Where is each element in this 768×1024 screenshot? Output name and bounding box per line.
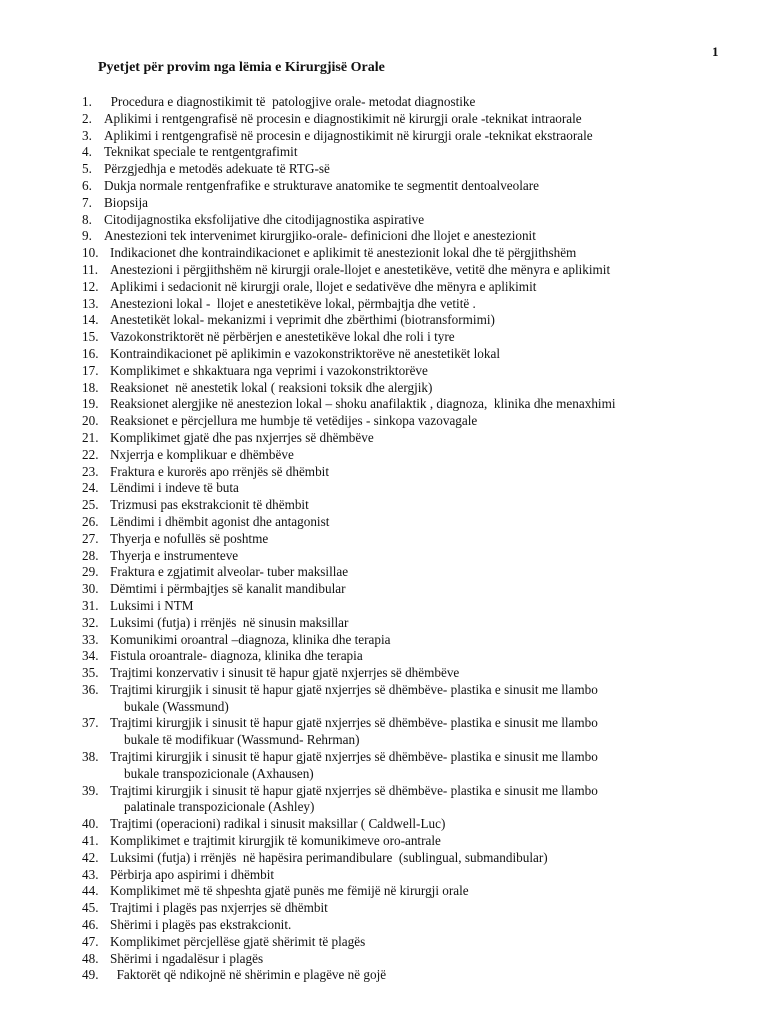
question-text: Komplikimet gjatë dhe pas nxjerrjes së dhëmbëve [110,429,374,445]
question-number: 42. [82,849,99,865]
question-number: 45. [82,900,99,916]
question-text: Thyerja e nofullës së poshtme [110,530,269,546]
question-item [82,598,722,615]
question-text: Komplikimet më të shpeshta gjatë punës me fëmijë në kirurgji orale [110,883,469,899]
question-item [82,917,722,934]
question-number: 25. [82,497,99,513]
question-text: Vazokonstriktorët në përbërjen e anestetikëve lokal dhe roli i tyre [110,329,455,345]
question-text: Kontraindikacionet pë aplikimin e vazokonstriktorëve në anestetikët lokal [110,345,501,361]
question-number: 2. [82,110,92,126]
question-item [82,396,722,413]
question-text: Dëmtimi i përmbajtjes së kanalit mandibular [110,581,346,597]
question-number: 28. [82,547,99,563]
question-item [82,262,722,279]
question-number: 21. [82,429,99,445]
question-item [82,531,722,548]
question-text: Komplikimet e shkaktuara nga veprimi i vazokonstriktorëve [110,362,428,378]
question-item [82,94,722,111]
question-item [82,329,722,346]
question-item [82,648,722,665]
question-text: Trajtimi i plagës pas nxjerrjes së dhëmbit [110,900,328,916]
question-number: 1. [82,94,92,109]
question-item [82,934,722,951]
question-text-continuation: bukale të modifikuar (Wassmund- Rehrman) [124,732,360,748]
question-text: Përbirja apo aspirimi i dhëmbit [110,866,275,882]
question-item [82,128,722,145]
question-number: 22. [82,446,99,462]
question-item [82,144,722,161]
question-item [82,447,722,464]
question-number: 35. [82,665,99,681]
question-number: 33. [82,631,99,647]
question-text-continuation: bukale transpozicionale (Axhausen) [124,765,314,781]
question-text: Lëndimi i dhëmbit agonist dhe antagonist [110,513,330,529]
question-text: Komplikimet e trajtimit kirurgjik të komunikimeve oro-antrale [110,833,441,849]
question-number: 43. [82,866,99,882]
question-text: Aplikimi i sedacionit në kirurgji orale, llojet e sedativëve dhe mënyra e aplikimit [110,278,537,294]
question-text: Dukja normale rentgenfrafike e strukturave anatomike te segmentit dentoalveolare [104,177,540,193]
question-number: 40. [82,816,99,832]
question-number: 20. [82,413,99,429]
question-text: Procedura e diagnostikimit të patologjive orale- metodat diagnostike [104,94,476,109]
question-number: 49. [82,967,99,983]
question-text-continuation: bukale (Wassmund) [124,698,229,714]
question-item [82,850,722,867]
question-item [82,312,722,329]
question-text: Trajtimi kirurgjik i sinusit të hapur gjatë nxjerrjes së dhëmbëve- plastika e sinusit me llambo [110,681,598,697]
question-text: Luksimi i NTM [110,597,194,613]
question-text: Anestezioni tek intervenimet kirurgjiko-orale- definicioni dhe llojet e anestezionit [104,228,536,244]
question-number: 36. [82,681,99,697]
question-item [82,279,722,296]
question-number: 16. [82,345,99,361]
question-item [82,615,722,632]
question-text: Trajtimi konzervativ i sinusit të hapur gjatë nxjerrjes së dhëmbëve [110,665,460,681]
question-item [82,632,722,649]
question-item [82,783,722,817]
question-number: 8. [82,211,92,227]
question-text: Anestezioni i përgjithshëm në kirurgji orale-llojet e anestetikëve, vetitë dhe mënyra e aplikimit [110,261,611,277]
question-text: Reaksionet në anestetik lokal ( reaksioni toksik dhe alergjik) [110,379,433,395]
question-item [82,749,722,783]
question-text: Luksimi (futja) i rrënjës në hapësira perimandibulare (sublingual, submandibular) [110,849,548,865]
question-text: Fraktura e zgjatimit alveolar- tuber maksillae [110,564,349,580]
question-list [82,94,722,984]
question-item [82,665,722,682]
question-number: 46. [82,917,99,933]
question-number: 4. [82,144,92,160]
question-item [82,867,722,884]
question-number: 32. [82,614,99,630]
question-number: 47. [82,933,99,949]
question-text: Fraktura e kurorës apo rrënjës së dhëmbit [110,463,329,479]
question-number: 29. [82,564,99,580]
page-number: 1 [712,44,719,59]
question-item [82,548,722,565]
question-item [82,497,722,514]
question-text: Aplikimi i rentgengrafisë në procesin e dijagnostikimit në kirurgji orale -teknikat ekstraorale [104,127,593,143]
question-text: Lëndimi i indeve të buta [110,480,239,496]
question-number: 31. [82,597,99,613]
question-text: Reaksionet e përcjellura me humbje të vetëdijes - sinkopa vazovagale [110,413,478,429]
question-text: Komunikimi oroantral –diagnoza, klinika dhe terapia [110,631,391,647]
question-text: Indikacionet dhe kontraindikacionet e aplikimit të anestezionit lokal dhe të përgjithshëm [110,245,577,261]
question-number: 23. [82,463,99,479]
question-item [82,430,722,447]
question-text: Citodijagnostika eksfolijative dhe citodijagnostika aspirative [104,211,425,227]
question-item [82,212,722,229]
question-item [82,715,722,749]
question-item [82,581,722,598]
question-item [82,161,722,178]
question-number: 6. [82,177,92,193]
question-item [82,480,722,497]
question-item [82,111,722,128]
question-number: 10. [82,245,99,261]
question-item [82,967,722,984]
question-text: Trizmusi pas ekstrakcionit të dhëmbit [110,497,309,513]
question-item [82,464,722,481]
question-text-continuation: palatinale transpozicionale (Ashley) [124,799,315,815]
question-text: Trajtimi kirurgjik i sinusit të hapur gjatë nxjerrjes së dhëmbëve- plastika e sinusit me llambo [110,782,598,798]
question-number: 18. [82,379,99,395]
document-title: Pyetjet për provim nga lëmia e Kirurgjisë Orale [98,60,385,75]
question-text: Përzgjedhja e metodës adekuate të RTG-së [104,161,330,177]
question-item [82,228,722,245]
question-number: 7. [82,194,92,210]
question-number: 14. [82,312,99,328]
question-number: 11. [82,261,98,277]
question-text: Biopsija [104,194,148,210]
question-item [82,245,722,262]
question-number: 37. [82,715,99,731]
question-text: Trajtimi kirurgjik i sinusit të hapur gjatë nxjerrjes së dhëmbëve- plastika e sinusit me llambo [110,715,598,731]
question-number: 3. [82,127,92,143]
question-number: 24. [82,480,99,496]
question-item [82,514,722,531]
question-text: Reaksionet alergjike në anestezion lokal – shoku anafilaktik , diagnoza, klinika dhe menaxhimi [110,396,616,412]
question-number: 48. [82,950,99,966]
question-text: Teknikat speciale te rentgentgrafimit [104,144,298,160]
question-number: 38. [82,749,99,765]
question-text: Anestezioni lokal - llojet e anestetikëve lokal, përmbajtja dhe vetitë . [110,295,476,311]
question-text: Shërimi i ngadalësur i plagës [110,950,264,966]
question-item [82,883,722,900]
question-number: 34. [82,648,99,664]
question-item [82,380,722,397]
question-text: Nxjerrja e komplikuar e dhëmbëve [110,446,294,462]
question-number: 17. [82,362,99,378]
question-text: Thyerja e instrumenteve [110,547,239,563]
question-item [82,951,722,968]
question-item [82,816,722,833]
question-text: Trajtimi (operacioni) radikal i sinusit maksillar ( Caldwell-Luc) [110,816,446,832]
question-number: 44. [82,883,99,899]
question-number: 39. [82,782,99,798]
question-item [82,346,722,363]
question-number: 5. [82,161,92,177]
question-item [82,195,722,212]
question-text: Fistula oroantrale- diagnoza, klinika dhe terapia [110,648,363,664]
question-number: 9. [82,228,92,244]
question-item [82,413,722,430]
question-number: 12. [82,278,99,294]
question-item [82,178,722,195]
question-text: Trajtimi kirurgjik i sinusit të hapur gjatë nxjerrjes së dhëmbëve- plastika e sinusit me llambo [110,749,598,765]
question-number: 15. [82,329,99,345]
question-text: Faktorët që ndikojnë në shërimin e plagëve në gojë [110,967,387,983]
question-item [82,900,722,917]
question-number: 13. [82,295,99,311]
question-item [82,833,722,850]
question-number: 27. [82,530,99,546]
question-item [82,296,722,313]
question-text: Shërimi i plagës pas ekstrakcionit. [110,917,292,933]
question-number: 41. [82,833,99,849]
question-item [82,682,722,716]
question-number: 19. [82,396,99,412]
question-item [82,363,722,380]
question-number: 30. [82,581,99,597]
question-item [82,564,722,581]
question-text: Anestetikët lokal- mekanizmi i veprimit dhe zbërthimi (biotransformimi) [110,312,495,328]
question-number: 26. [82,513,99,529]
question-text: Luksimi (futja) i rrënjës në sinusin maksillar [110,614,349,630]
question-text: Aplikimi i rentgengrafisë në procesin e diagnostikimit në kirurgji orale -teknikat intraorale [104,110,582,126]
question-text: Komplikimet përcjellëse gjatë shërimit të plagës [110,933,366,949]
